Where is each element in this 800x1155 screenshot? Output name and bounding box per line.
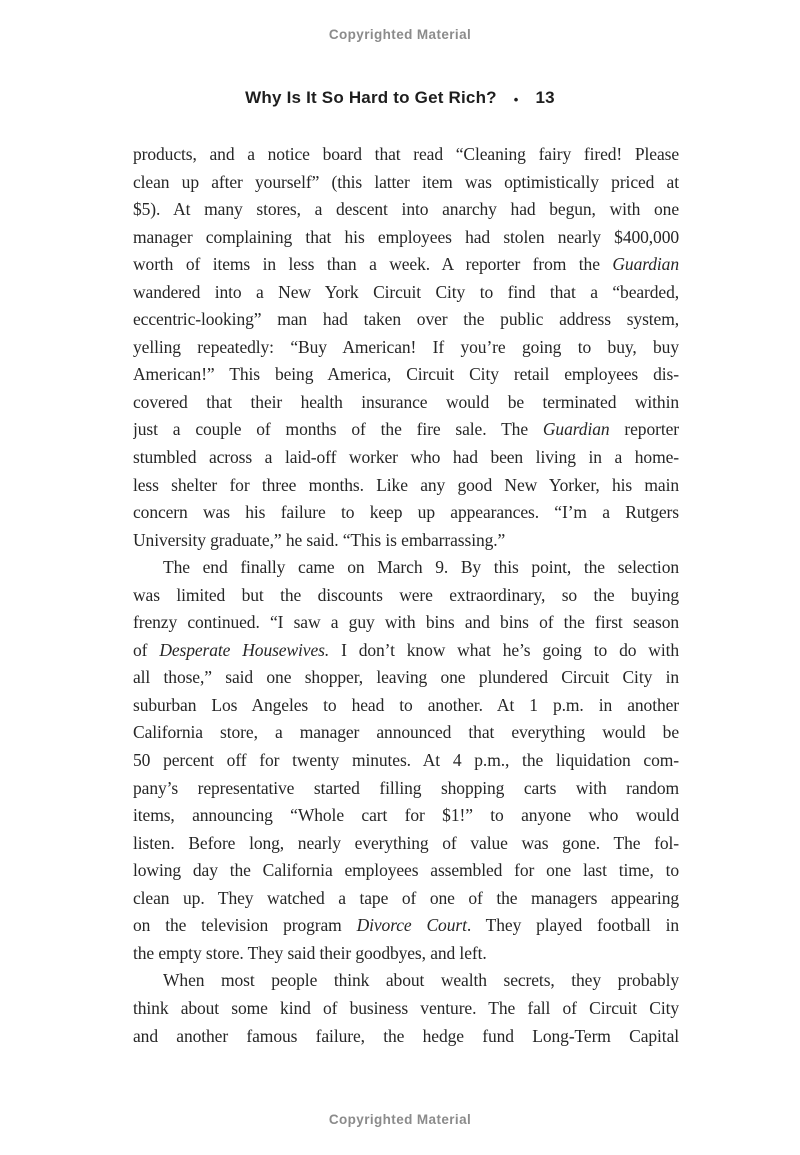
plain-text: clean up after yourself” (this latter item was optimistically priced at	[133, 171, 679, 192]
plain-text: pany’s representative started filling shopping carts with random	[133, 777, 679, 798]
text-line	[133, 279, 679, 307]
text-line	[133, 857, 679, 885]
text-line	[133, 664, 679, 692]
text-line	[133, 416, 679, 444]
plain-text: items, announcing “Whole cart for $1!” to anyone who would	[133, 805, 679, 826]
text-line	[133, 637, 679, 665]
plain-text: stumbled across a laid-off worker who had been living in a home-	[133, 447, 679, 468]
paragraph	[133, 141, 679, 554]
text-line	[133, 609, 679, 637]
text-line	[133, 802, 679, 830]
plain-text: just a couple of months of the fire sale. The	[133, 419, 543, 440]
text-line	[133, 995, 679, 1023]
text-line	[133, 554, 679, 582]
plain-text: was limited but the discounts were extraordinary, so the buying	[133, 584, 679, 605]
plain-text: all those,” said one shopper, leaving one plundered Circuit City in	[133, 667, 679, 688]
text-line	[133, 912, 679, 940]
running-header	[0, 88, 800, 108]
paragraph	[133, 967, 679, 1050]
body-text	[133, 141, 679, 1050]
copyright-notice-top: Copyrighted Material	[328, 27, 472, 42]
plain-text: University graduate,” he said. “This is embarrassing.”	[133, 529, 506, 550]
plain-text: $5). At many stores, a descent into anarchy had begun, with one	[133, 199, 679, 220]
text-line	[133, 389, 679, 417]
plain-text: covered that their health insurance would be terminated within	[133, 391, 679, 412]
text-line	[133, 1023, 679, 1051]
plain-text: When most people think about wealth secrets, they probably	[163, 970, 679, 991]
text-line	[133, 196, 679, 224]
italic-text: Desperate Housewives.	[159, 639, 330, 660]
plain-text: clean up. They watched a tape of one of the managers appearing	[133, 887, 679, 908]
text-line	[133, 967, 679, 995]
text-line	[133, 141, 679, 169]
plain-text: lowing day the California employees assembled for one last time, to	[133, 860, 679, 881]
plain-text: I don’t know what he’s going to do with	[329, 639, 679, 660]
text-line	[133, 885, 679, 913]
plain-text: . They played football in	[466, 915, 679, 936]
text-line	[133, 940, 679, 968]
plain-text: the empty store. They said their goodbyes, and left.	[133, 942, 487, 963]
text-line	[133, 169, 679, 197]
plain-text: manager complaining that his employees had stolen nearly $400,000	[133, 226, 679, 247]
plain-text: 50 percent off for twenty minutes. At 4 p.m., the liquidation com-	[133, 750, 679, 771]
plain-text: and another famous failure, the hedge fund Long-Term Capital	[133, 1025, 679, 1046]
plain-text: listen. Before long, nearly everything of value was gone. The fol-	[133, 832, 679, 853]
plain-text: worth of items in less than a week. A reporter from the	[133, 254, 613, 275]
plain-text: American!” This being America, Circuit City retail employees dis-	[133, 364, 679, 385]
plain-text: think about some kind of business venture. The fall of Circuit City	[133, 997, 679, 1018]
plain-text: of	[133, 639, 160, 660]
plain-text: suburban Los Angeles to head to another. At 1 p.m. in another	[133, 694, 679, 715]
text-line	[133, 719, 679, 747]
text-line	[133, 499, 679, 527]
plain-text: products, and a notice board that read “Cleaning fairy fired! Please	[133, 144, 679, 164]
text-line	[133, 224, 679, 252]
plain-text: concern was his failure to keep up appearances. “I’m a Rutgers	[133, 502, 679, 523]
text-line	[133, 830, 679, 858]
chapter-title: Why Is It So Hard to Get Rich?	[245, 88, 497, 107]
text-line	[133, 334, 679, 362]
italic-text: Divorce Court	[356, 915, 467, 936]
text-line	[133, 306, 679, 334]
plain-text: reporter	[609, 419, 679, 440]
text-line	[133, 472, 679, 500]
italic-text: Guardian	[542, 419, 610, 440]
plain-text: less shelter for three months. Like any good New Yorker, his main	[133, 474, 679, 495]
plain-text: frenzy continued. “I saw a guy with bins and bins of the first season	[133, 612, 679, 633]
text-line	[133, 692, 679, 720]
text-line	[133, 775, 679, 803]
plain-text: California store, a manager announced that everything would be	[133, 722, 679, 743]
text-line	[133, 444, 679, 472]
paragraph	[133, 554, 679, 967]
text-line	[133, 251, 679, 279]
copyright-notice-bottom: Copyrighted Material	[328, 1112, 472, 1127]
italic-text: Guardian	[612, 254, 679, 275]
plain-text: on the television program	[133, 915, 357, 936]
plain-text: The end finally came on March 9. By this point, the selection	[163, 557, 679, 578]
text-line	[133, 361, 679, 389]
plain-text: wandered into a New York Circuit City to find that a “bearded,	[133, 281, 679, 302]
text-line	[133, 747, 679, 775]
text-line	[133, 582, 679, 610]
text-line	[133, 527, 679, 555]
plain-text: eccentric-looking” man had taken over the public address system,	[133, 309, 679, 330]
page-number: 13	[535, 88, 555, 107]
separator-bullet: •	[513, 91, 519, 107]
plain-text: yelling repeatedly: “Buy American! If you’re going to buy, buy	[133, 336, 679, 357]
